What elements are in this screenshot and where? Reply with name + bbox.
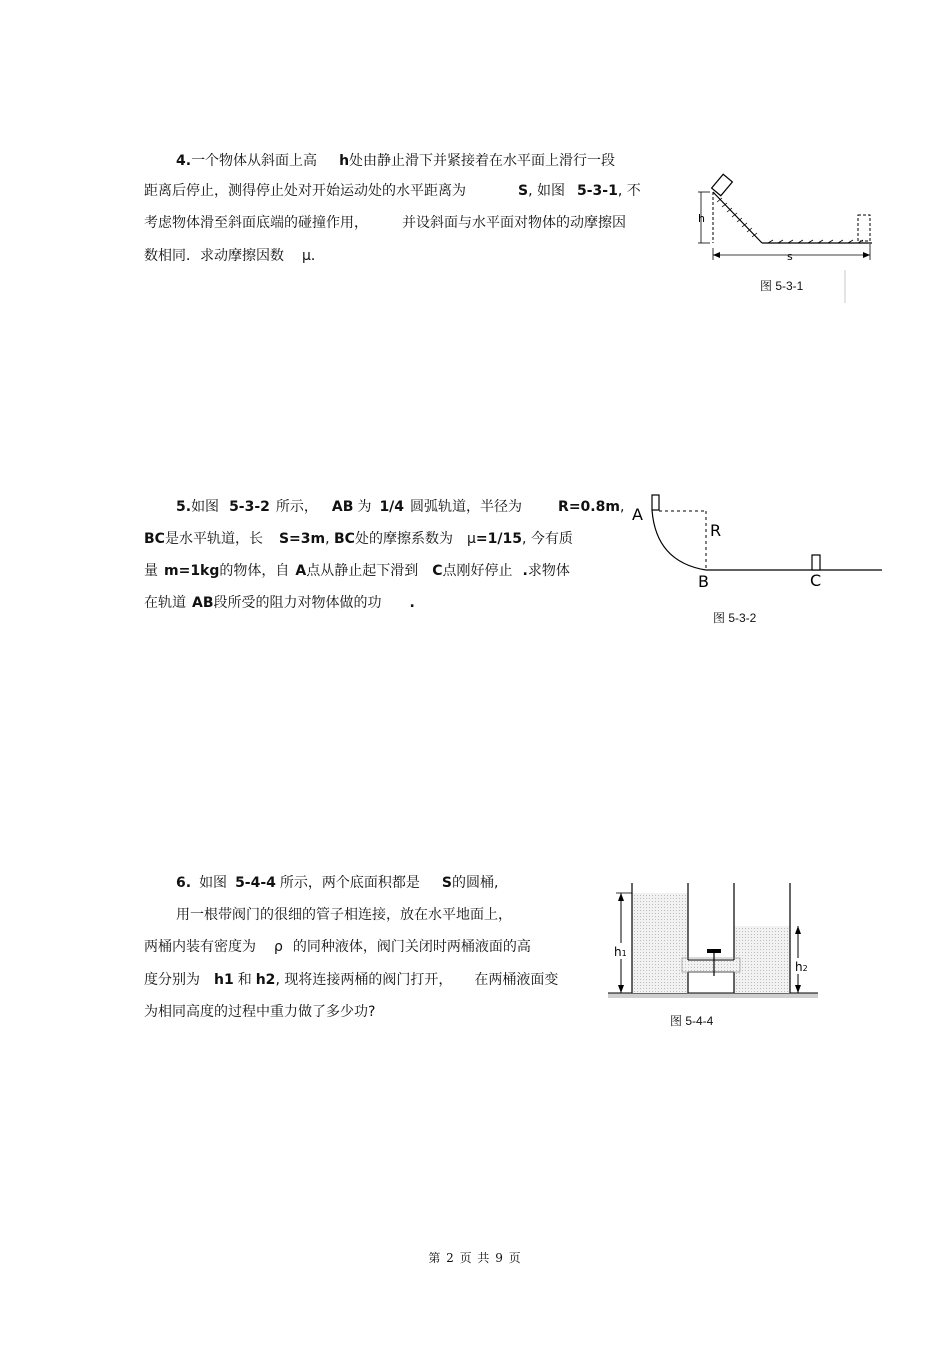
label-h1: h1: [614, 945, 627, 959]
problem-5-line-1: 5.如图 5-3-2 所示， AB 为 1/4 圆弧轨道，半径为 R=0.8m,: [176, 499, 625, 515]
label-b: B: [698, 572, 709, 590]
problem-5-line-2: BC是水平轨道，长 S=3m, BC处的摩擦系数为 μ=1/15, 今有质: [144, 531, 573, 547]
label-a: A: [632, 505, 643, 524]
problem-4-line-3: 考虑物体滑至斜面底端的碰撞作用， 并设斜面与水平面对物体的动摩擦因: [144, 215, 626, 231]
problem-4-line-1: 4.一个物体从斜面上高 h处由静止滑下并紧接着在水平面上滑行一段: [176, 153, 616, 169]
label-h2: h2: [795, 960, 808, 974]
caption-5-4-4: 图 5-4-4: [670, 1014, 714, 1028]
figure-5-4-4: [604, 880, 824, 1002]
caption-5-3-1: 图 5-3-1: [760, 279, 804, 293]
label-r: R: [710, 521, 722, 540]
problem-5-line-4: 在轨道 AB段所受的阻力对物体做的功 .: [144, 595, 415, 611]
problem-6-line-4: 度分别为 h1 和 h2, 现将连接两桶的阀门打开， 在两桶液面变: [144, 972, 559, 988]
caption-5-3-2: 图 5-3-2: [713, 611, 757, 625]
label-s: s: [787, 250, 793, 263]
label-h: h: [698, 212, 705, 225]
problem-6-line-5: 为相同高度的过程中重力做了多少功?: [144, 1004, 376, 1020]
problem-6-line-3: 两桶内装有密度为 ρ 的同种液体，阀门关闭时两桶液面的高: [144, 939, 531, 955]
page-footer: 第 2 页 共 9 页: [428, 1251, 522, 1265]
problem-4-line-2: 距离后停止，测得停止处对开始运动处的水平距离为 S, 如图 5-3-1, 不: [144, 183, 641, 199]
figure-5-3-2: [626, 490, 886, 590]
problem-6-line-2: 用一根带阀门的很细的管子相连接，放在水平地面上，: [176, 907, 512, 923]
problem-6-line-1: 6. 如图 5-4-4 所示，两个底面积都是 S的圆桶,: [176, 875, 499, 891]
problem-5-line-3: 量 m=1kg的物体，自 A点从静止起下滑到 C点刚好停止 .求物体: [144, 563, 570, 579]
problem-4-line-4: 数相同．求动摩擦因数 μ．: [144, 248, 325, 264]
label-c: C: [810, 571, 822, 590]
